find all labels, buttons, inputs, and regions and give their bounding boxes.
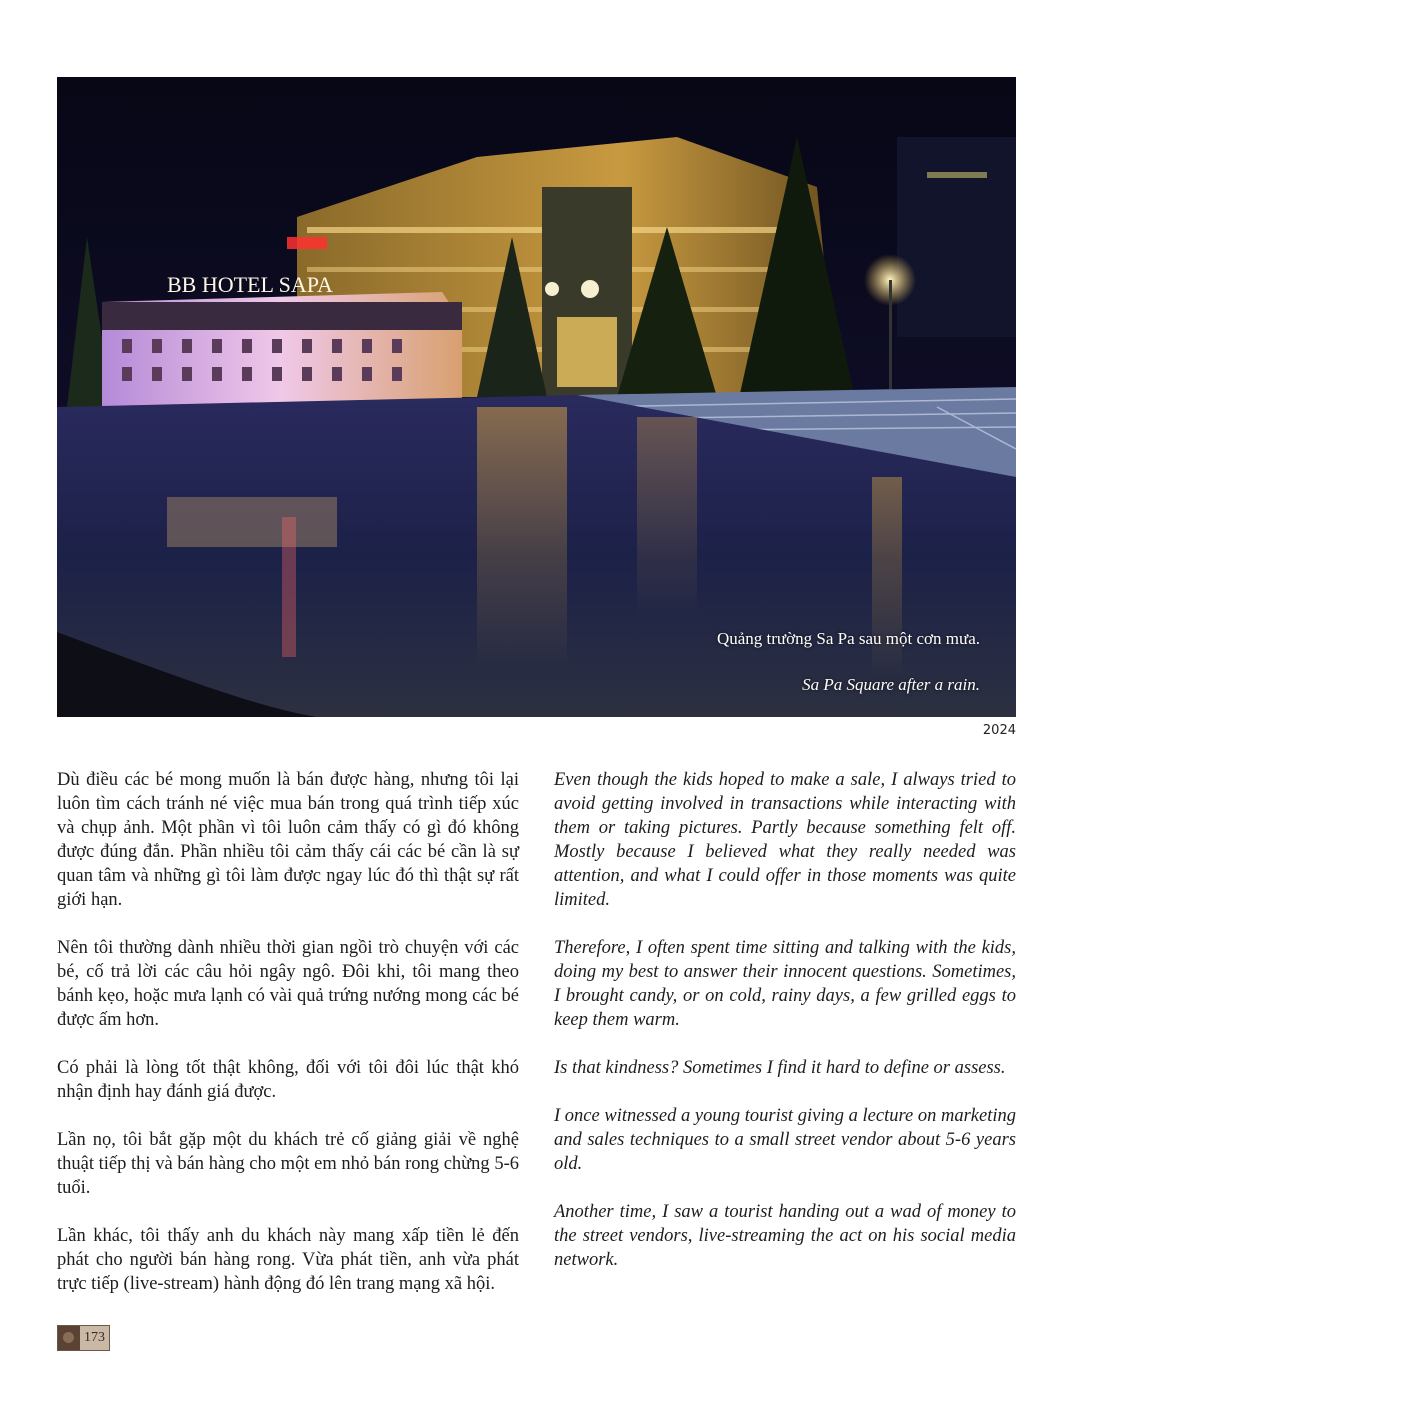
paragraph-vi-4: Lần nọ, tôi bắt gặp một du khách trẻ cố giảng giải về nghệ thuật tiếp thị và bán hàng cho một em nhỏ bán rong chừng 5-6 tuổi. [57, 1130, 519, 1198]
paragraph-en-3: Is that kindness? Sometimes I find it hard to define or assess. [554, 1058, 1006, 1078]
paragraph-en-1: Even though the kids hoped to make a sale, I always tried to avoid getting involved in transactions while interacting with them or taking pictures. Partly because something felt off. Mostly because I believed what they really needed was attention, and what I could offer in those moments was quite limited. [554, 770, 1016, 910]
sa-pa-square-photo [57, 77, 1016, 717]
paragraph-vi-2: Nên tôi thường dành nhiều thời gian ngồi trò chuyện với các bé, cố trả lời các câu hỏi ngây ngô. Đôi khi, tôi mang theo bánh kẹo, hoặc mưa lạnh có vài quả trứng nướng mong các bé được ấm hơn. [57, 938, 519, 1030]
hotel-sign-text: BB HOTEL SAPA [167, 272, 333, 297]
paragraph-vi-5: Lần khác, tôi thấy anh du khách này mang xấp tiền lẻ đến phát cho người bán hàng rong. Vừa phát tiền, anh vừa phát trực tiếp (live-stream) hành động đó lên trang mạng xã hội. [57, 1226, 519, 1294]
paragraph-vi-1: Dù điều các bé mong muốn là bán được hàng, nhưng tôi lại luôn tìm cách tránh né việc mua bán trong quá trình tiếp xúc và chụp ảnh. Một phần vì tôi luôn cảm thấy có gì đó không được đúng đắn. Phần nhiều tôi cảm thấy cái các bé cần là sự quan tâm và những gì tôi làm được ngay lúc đó thì thật sự rất giới hạn. [57, 770, 519, 910]
photo-caption-vietnamese: Quảng trường Sa Pa sau một cơn mưa. [716, 629, 980, 648]
paragraph-en-5: Another time, I saw a tourist handing out a wad of money to the street vendors, live-streaming the act on his social media network. [554, 1202, 1016, 1270]
paragraph-en-4: I once witnessed a young tourist giving a lecture on marketing and sales techniques to a small street vendor about 5-6 years old. [554, 1106, 1016, 1174]
paragraph-en-2: Therefore, I often spent time sitting and talking with the kids, doing my best to answer their innocent questions. Sometimes, I brought candy, or on cold, rainy days, a few grilled eggs to keep them warm. [554, 938, 1016, 1030]
page-number-badge [57, 1325, 110, 1351]
photo-year: 2024 [982, 723, 1016, 738]
page-number: 173 [80, 1326, 109, 1350]
vietnamese-text-column [57, 768, 519, 1320]
paragraph-vi-3: Có phải là lòng tốt thật không, đối với tôi đôi lúc thật khó nhận định hay đánh giá được. [57, 1058, 519, 1102]
ornament-icon [58, 1326, 80, 1350]
photo-caption-english: Sa Pa Square after a rain. [802, 675, 980, 694]
english-text-column [554, 768, 1016, 1296]
